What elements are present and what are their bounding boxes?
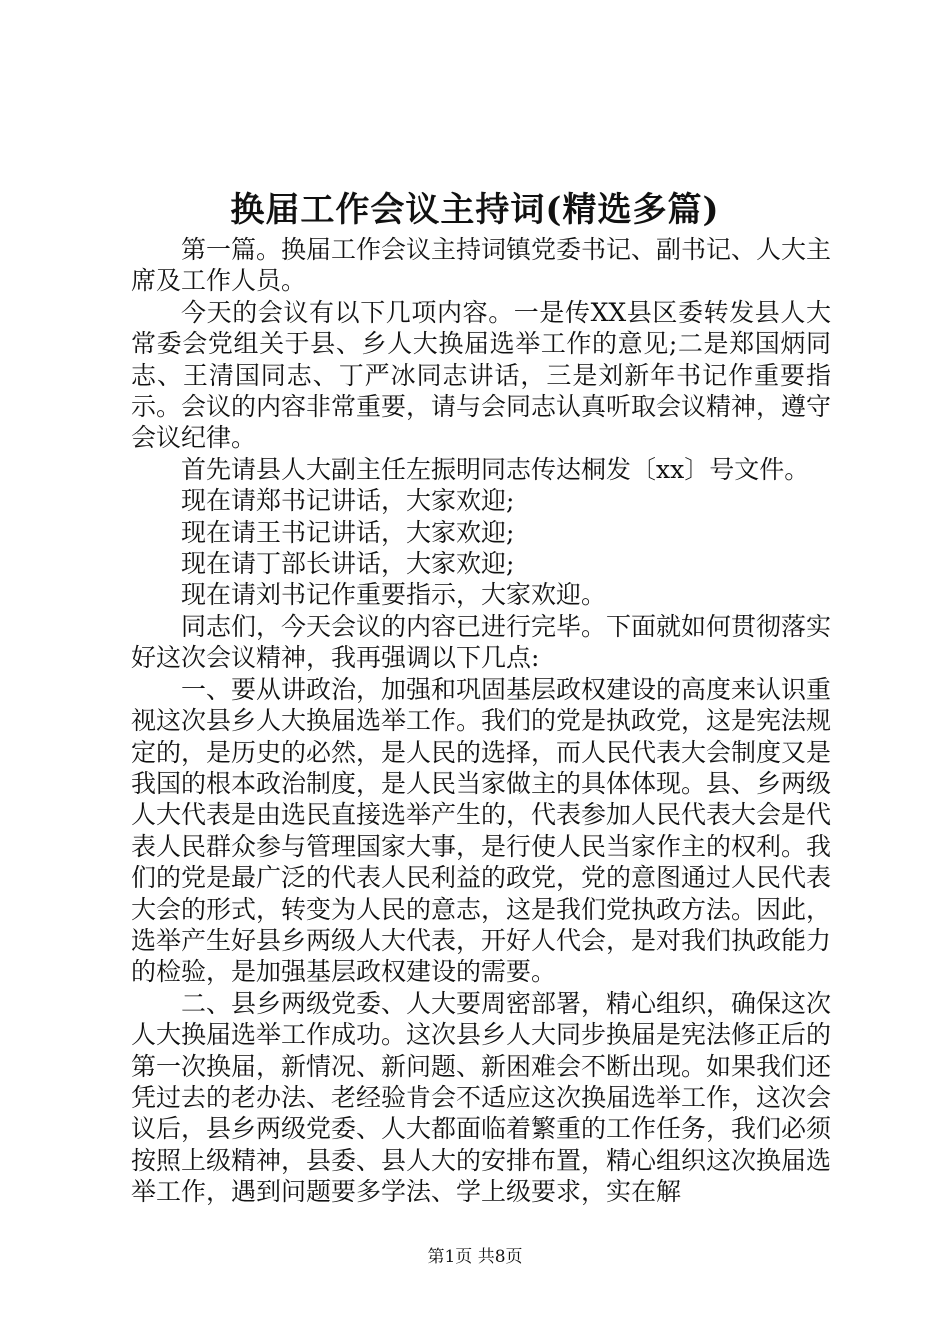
paragraph: 今天的会议有以下几项内容。一是传XX县区委转发县人大常委会党组关于县、乡人大换届选举工作的意见;二是郑国炳同志、王清国同志、丁严冰同志讲话，三是刘新年书记作重要指示。会议的内容非常重要，请与会同志认真听取会议精神，遵守会议纪律。 — [131, 297, 832, 453]
document-title: 换届工作会议主持词(精选多篇) — [230, 190, 720, 230]
paragraph: 现在请王书记讲话，大家欢迎; — [181, 517, 515, 547]
paragraph: 第一篇。换届工作会议主持词镇党委书记、副书记、人大主席及工作人员。 — [131, 235, 832, 296]
paragraph: 现在请丁部长讲话，大家欢迎; — [181, 549, 515, 579]
paragraph: 现在请郑书记讲话，大家欢迎; — [181, 486, 515, 516]
paragraph: 二、县乡两级党委、人大要周密部署，精心组织，确保这次人大换届选举工作成功。这次县乡人大同步换届是宪法修正后的第一次换届，新情况、新问题、新困难会不断出现。如果我们还凭过去的老办法、老经验肯会不适应这次换届选举工作，这次会议后，县乡两级党委、人大都面临着繁重的工作任务，我们必须按照上级精神，县委、县人大的安排布置，精心组织这次换届选举工作，遇到问题要多学法、学上级要求，实在解 — [131, 988, 832, 1207]
paragraph: 一、要从讲政治，加强和巩固基层政权建设的高度来认识重视这次县乡人大换届选举工作。我们的党是执政党，这是宪法规定的，是历史的必然，是人民的选择，而人民代表大会制度又是我国的根本政治制度，是人民当家做主的具体体现。县、乡两级人大代表是由选民直接选举产生的，代表参加人民代表大会是代表人民群众参与管理国家大事，是行使人民当家作主的权利。我们的党是最广泛的代表人民利益的政党，党的意图通过人民代表大会的形式，转变为人民的意志，这是我们党执政方法。因此，选举产生好县乡两级人大代表，开好人代会，是对我们执政能力的检验，是加强基层政权建设的需要。 — [131, 674, 832, 987]
document-body — [131, 234, 831, 1208]
paragraph: 首先请县人大副主任左振明同志传达桐发〔xx〕号文件。 — [181, 454, 810, 484]
paragraph: 同志们，今天会议的内容已进行完毕。下面就如何贯彻落实好这次会议精神，我再强调以下几点: — [131, 611, 832, 673]
paragraph: 现在请刘书记作重要指示，大家欢迎。 — [181, 580, 607, 610]
page-number-footer: 第1页 共8页 — [427, 1247, 523, 1267]
